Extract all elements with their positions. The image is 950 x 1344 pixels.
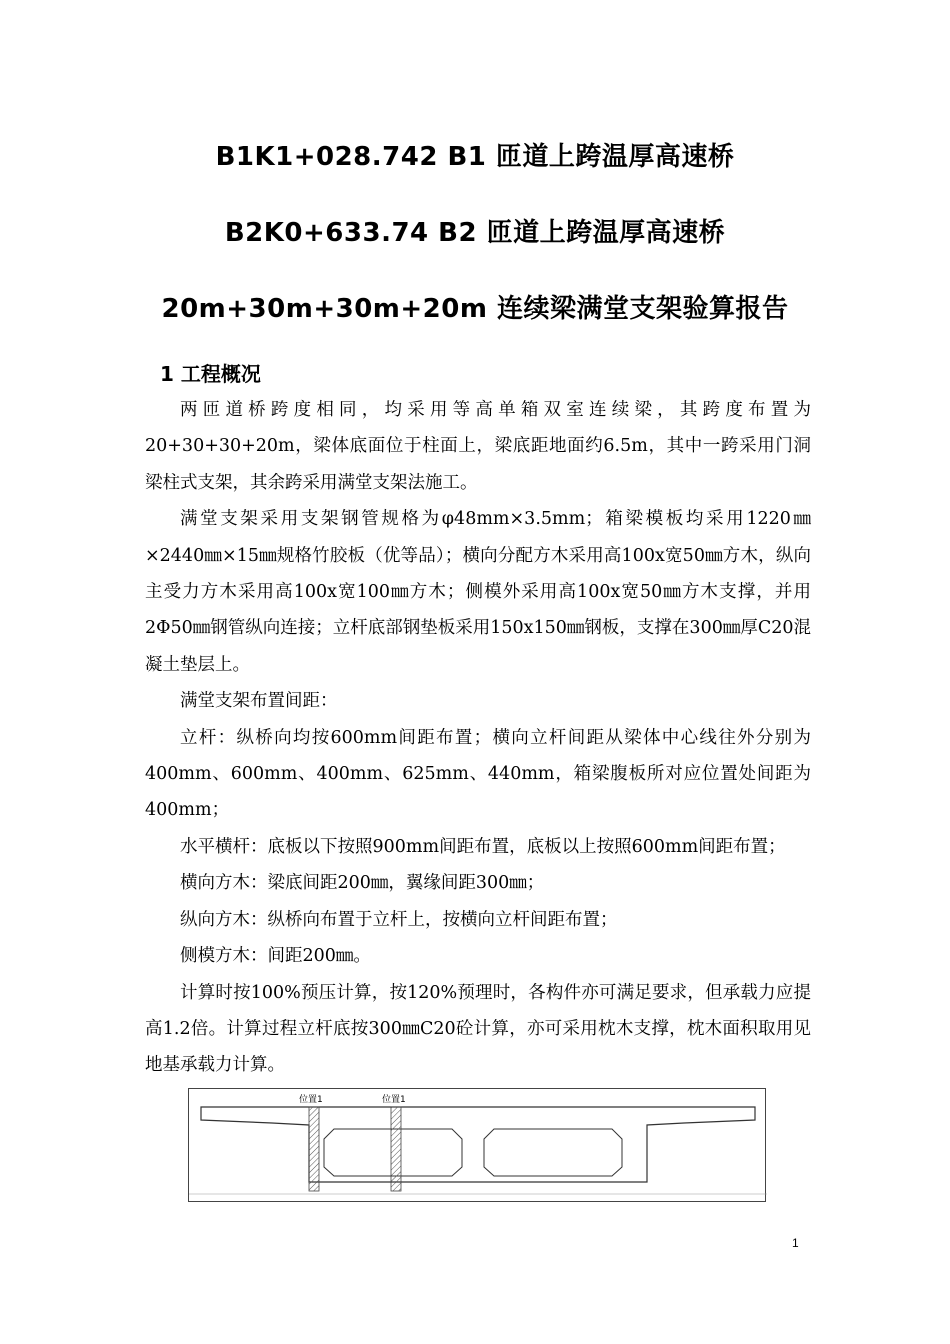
- document-title-line-1: B1K1+028.742 B1 匝道上跨温厚高速桥: [215, 142, 735, 172]
- paragraph: 两匝道桥跨度相同，均采用等高单箱双室连续梁，其跨度布置为20+30+30+20m，梁体底面位于柱面上，梁底距地面约6.5m，其中一跨采用门洞梁柱式支架，其余跨采用满堂支架法施工。: [145, 400, 811, 493]
- section-strip-b: [391, 1107, 401, 1191]
- paragraph: 计算时按100%预压计算，按120%预理时，各构件亦可满足要求，但承载力应提高1.2倍。计算过程立杆底按300㎜C20砼计算，亦可采用枕木支撑，枕木面积取用见地基承载力计算。: [145, 982, 811, 1076]
- document-title-line-3: 20m+30m+30m+20m 连续梁满堂支架验算报告: [161, 294, 789, 324]
- figure-label-position-a: 位置1: [299, 1095, 323, 1105]
- document-title-line-2: B2K0+633.74 B2 匝道上跨温厚高速桥: [224, 218, 726, 248]
- paragraph: 侧模方木：间距200㎜。: [180, 946, 371, 967]
- paragraph: 纵向方木：纵桥向布置于立杆上，按横向立杆间距布置；: [180, 909, 618, 930]
- right-cell: [484, 1129, 622, 1176]
- paragraph: 水平横杆：底板以下按照900mm间距布置，底板以上按照600mm间距布置；: [180, 836, 786, 857]
- paragraph: 立杆：纵桥向均按600mm间距布置；横向立杆间距从梁体中心线往外分别为400mm、600mm、400mm、625mm、440mm，箱梁腹板所对应位置处间距为400mm；: [145, 727, 811, 821]
- paragraph: 满堂支架布置间距：: [180, 691, 338, 712]
- page-number: 1: [792, 1236, 799, 1250]
- paragraph: 满堂支架采用支架钢管规格为φ48mm×3.5mm；箱梁模板均采用1220㎜×2440㎜×15㎜规格竹胶板（优等品）；横向分配方木采用高100x宽50㎜方木，纵向主受力方木采用高100x宽100㎜方木；侧模外采用高100x宽50㎜方木支撑，并用2Φ50㎜钢管纵向连接；立杆底部钢垫板采用150x150㎜钢板，支撑在300㎜厚C20混凝土垫层上。: [145, 509, 811, 675]
- section-heading: 1 工程概况: [160, 362, 261, 386]
- cross-section-drawing: [189, 1089, 767, 1203]
- paragraph: 横向方木：梁底间距200㎜，翼缘间距300㎜；: [180, 873, 545, 894]
- section-strip-a: [309, 1107, 319, 1191]
- girder-outline: [201, 1107, 755, 1182]
- figure-label-position-b: 位置1: [382, 1095, 406, 1105]
- box-girder-cross-section-figure: [188, 1088, 766, 1202]
- body-text: [145, 392, 811, 1084]
